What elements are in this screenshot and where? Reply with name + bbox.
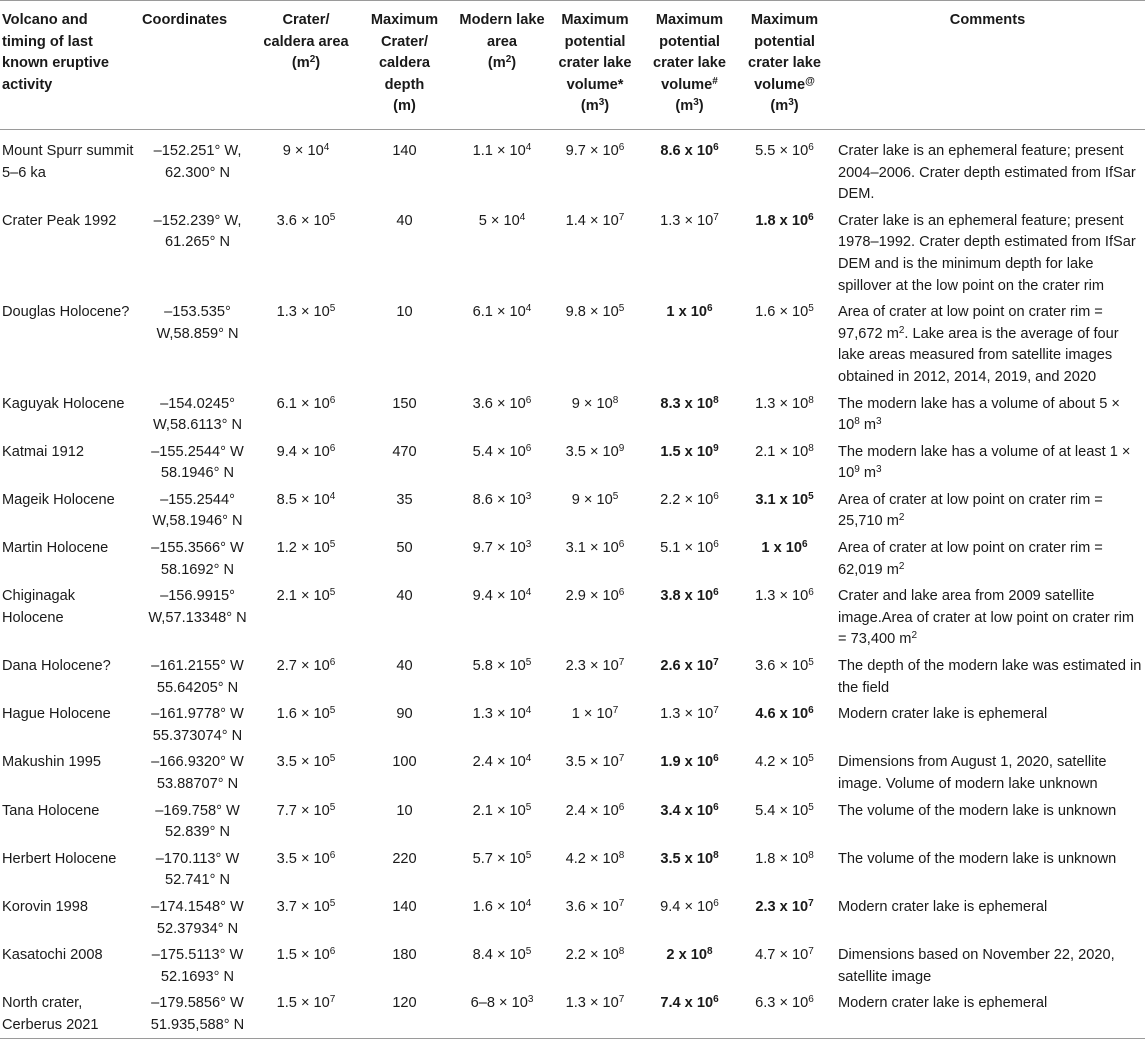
cell-coordinates: –161.2155° W 55.64205° N <box>151 658 244 696</box>
cell-lake-area <box>454 486 550 534</box>
cell-volume-at <box>739 207 830 298</box>
cell-crater-area <box>257 893 355 941</box>
cell-comments: Modern crater lake is ephemeral <box>838 706 1048 723</box>
value-sci: $9.8 \times 10^5$ <box>565 303 625 321</box>
value-sci: $1.5 \times 10^7$ <box>276 994 336 1012</box>
cell-lake-area <box>454 129 550 206</box>
table-row <box>0 845 1145 893</box>
table-row <box>0 534 1145 582</box>
cell-volcano: Herbert Holocene <box>2 850 117 867</box>
value-sci: 7.4 x $10^6$ <box>660 994 719 1012</box>
cell-coordinates: –155.2544° W,58.1946° N <box>152 491 243 530</box>
cell-crater-depth: 100 <box>392 754 417 771</box>
cell-coordinates: –161.9778° W 55.373074° N <box>151 706 244 744</box>
value-sci: 1 x $10^6$ <box>761 539 808 557</box>
cell-coordinates: –166.9320° W 53.88707° N <box>151 754 244 792</box>
header-crater-depth: Maximum Crater/ caldera depth (m) <box>370 12 439 115</box>
value-sci: $9 \times 10^8$ <box>571 394 619 412</box>
cell-comments: Area of crater at low point on crater rim = 97,672 $m^2$. Lake area is the average of four lake areas measured from satellite images obtained in 2012, 2014, 2019, and 2020 <box>838 304 1119 385</box>
value-sci: $2.9 \times 10^6$ <box>565 587 625 605</box>
table-row <box>0 298 1145 389</box>
cell-comments: Crater lake is an ephemeral feature; present 2004–2006. Crater depth estimated from IfSar DEM. <box>838 142 1136 203</box>
value-sci: $1.8 \times 10^8$ <box>755 849 814 867</box>
cell-lake-area <box>454 893 550 941</box>
cell-volume-at <box>739 941 830 989</box>
cell-volume-hash <box>640 438 739 486</box>
cell-volume-star <box>550 845 640 893</box>
value-sci: $3.5 \times 10^7$ <box>565 753 625 771</box>
value-sci: $5.4 \times 10^6$ <box>472 442 532 460</box>
value-sci: $1.3 \times 10^6$ <box>755 587 814 605</box>
value-sci: $2.4 \times 10^4$ <box>472 753 532 771</box>
value-sci: 3.5 x $10^8$ <box>660 849 719 867</box>
cell-crater-area <box>257 797 355 845</box>
value-sci: $3.6 \times 10^5$ <box>276 211 336 229</box>
cell-coordinates: –152.251° W, 62.300° N <box>153 142 242 181</box>
cell-volume-at <box>739 486 830 534</box>
cell-volcano: Chiginagak Holocene <box>2 588 76 626</box>
cell-lake-area <box>454 438 550 486</box>
cell-volume-hash <box>640 534 739 582</box>
cell-coordinates: –155.3566° W 58.1692° N <box>151 540 244 578</box>
value-sci: $3.5 \times 10^9$ <box>565 442 625 460</box>
cell-volume-star <box>550 486 640 534</box>
table-row <box>0 893 1145 941</box>
cell-volcano: Mageik Holocene <box>2 491 115 508</box>
value-sci: $3.7 \times 10^5$ <box>276 897 336 915</box>
value-sci: $3.1 \times 10^6$ <box>565 539 625 557</box>
cell-volume-hash <box>640 486 739 534</box>
cell-crater-area <box>257 207 355 298</box>
cell-comments: Modern crater lake is ephemeral <box>838 898 1048 915</box>
value-sci: 8.6 x $10^6$ <box>660 141 719 159</box>
cell-comments: The depth of the modern lake was estimated in the field <box>838 658 1142 696</box>
cell-coordinates: –156.9915° W,57.13348° N <box>148 588 247 626</box>
cell-crater-depth: 180 <box>392 947 417 964</box>
cell-lake-area <box>454 534 550 582</box>
cell-volume-hash <box>640 390 739 438</box>
value-sci: $1.3 \times 10^5$ <box>276 303 336 321</box>
value-sci: 2.3 x $10^7$ <box>755 897 814 915</box>
header-row <box>0 1 1145 130</box>
cell-volume-star <box>550 797 640 845</box>
value-sci: $9.4 \times 10^4$ <box>472 587 532 605</box>
value-sci: $9.4 \times 10^6$ <box>660 897 719 915</box>
cell-crater-depth: 40 <box>396 658 413 675</box>
cell-volume-hash <box>640 893 739 941</box>
cell-comments: The modern lake has a volume of about $5 \times 10^8$ $m^3$ <box>838 395 1120 434</box>
value-sci: $8.5 \times 10^4$ <box>276 490 336 508</box>
table-row <box>0 486 1145 534</box>
cell-coordinates: –153.535° W,58.859° N <box>156 304 239 342</box>
table-row <box>0 941 1145 989</box>
value-sci: $9 \times 10^4$ <box>282 141 330 159</box>
cell-crater-depth: 90 <box>396 706 413 723</box>
cell-volcano: Martin Holocene <box>2 540 109 557</box>
value-sci: $1.6 \times 10^5$ <box>276 705 336 723</box>
cell-comments: The volume of the modern lake is unknown <box>838 802 1117 819</box>
value-sci: $1.3 \times 10^4$ <box>472 705 532 723</box>
value-sci: $1.3 \times 10^7$ <box>660 211 719 229</box>
header-volume-at: Maximum potential crater lake volume@ $(m^3)$ <box>747 12 822 115</box>
cell-volume-star <box>550 989 640 1038</box>
cell-comments: Dimensions from August 1, 2020, satellite image. Volume of modern lake unknown <box>838 754 1107 792</box>
cell-volume-hash <box>640 700 739 748</box>
value-sci: 1 x $10^6$ <box>666 303 713 321</box>
cell-volume-star <box>550 941 640 989</box>
cell-lake-area <box>454 941 550 989</box>
cell-volume-star <box>550 129 640 206</box>
cell-volume-at <box>739 390 830 438</box>
cell-lake-area <box>454 700 550 748</box>
cell-lake-area <box>454 207 550 298</box>
value-sci: $3.6 \times 10^5$ <box>755 657 814 675</box>
cell-volume-hash <box>640 582 739 652</box>
value-sci: $1.1 \times 10^4$ <box>472 141 532 159</box>
cell-crater-area <box>257 534 355 582</box>
value-sci: $2.1 \times 10^8$ <box>755 442 814 460</box>
cell-crater-depth: 40 <box>396 212 413 229</box>
cell-volume-at <box>739 748 830 796</box>
value-sci: 4.6 x $10^6$ <box>755 705 814 723</box>
table-row <box>0 652 1145 700</box>
value-sci: $3.5 \times 10^6$ <box>276 849 336 867</box>
value-sci: $5 \times 10^4$ <box>478 211 526 229</box>
cell-volume-hash <box>640 797 739 845</box>
cell-comments: Crater and lake area from 2009 satellite image.Area of crater at low point on crater rim = 73,400 $m^2$ <box>838 588 1135 648</box>
cell-volcano: Hague Holocene <box>2 706 111 723</box>
cell-volume-star <box>550 893 640 941</box>
value-sci: $1.6 \times 10^5$ <box>755 303 814 321</box>
header-crater-area: Crater/ caldera area $(m^2)$ <box>263 12 349 72</box>
value-sci: 3.1 x $10^5$ <box>755 490 814 508</box>
cell-lake-area <box>454 797 550 845</box>
table-row <box>0 748 1145 796</box>
value-sci: $2.2 \times 10^8$ <box>565 946 625 964</box>
table-row <box>0 582 1145 652</box>
cell-volume-star <box>550 207 640 298</box>
table-row <box>0 438 1145 486</box>
cell-volume-hash <box>640 298 739 389</box>
value-sci: $2.1 \times 10^5$ <box>472 801 532 819</box>
cell-volume-at <box>739 129 830 206</box>
cell-volcano: Dana Holocene? <box>2 658 111 675</box>
cell-coordinates: –154.0245° W,58.6113° N <box>152 395 243 434</box>
cell-volume-at <box>739 298 830 389</box>
cell-comments: Modern crater lake is ephemeral <box>838 995 1048 1012</box>
cell-comments: Area of crater at low point on crater rim = 25,710 $m^2$ <box>838 491 1103 530</box>
cell-crater-area <box>257 129 355 206</box>
value-sci: $6.1 \times 10^4$ <box>472 303 532 321</box>
table-row <box>0 797 1145 845</box>
cell-crater-area <box>257 438 355 486</box>
cell-volume-star <box>550 652 640 700</box>
cell-volcano: North crater, Cerberus 2021 <box>2 995 99 1033</box>
cell-crater-depth: 50 <box>396 540 413 557</box>
value-sci: $6.1 \times 10^6$ <box>276 394 336 412</box>
value-sci: 3.4 x $10^6$ <box>660 801 719 819</box>
cell-lake-area <box>454 298 550 389</box>
value-sci: $2.1 \times 10^5$ <box>276 587 336 605</box>
cell-coordinates: –169.758° W 52.839° N <box>155 802 240 841</box>
cell-volume-star <box>550 534 640 582</box>
cell-lake-area <box>454 748 550 796</box>
cell-volume-star <box>550 298 640 389</box>
value-sci: $5.8 \times 10^5$ <box>472 657 532 675</box>
header-comments: Comments <box>949 12 1026 28</box>
value-sci: 1.9 x $10^6$ <box>660 753 719 771</box>
cell-volcano: Mount Spurr summit 5–6 ka <box>2 142 134 181</box>
cell-volume-at <box>739 652 830 700</box>
cell-volume-hash <box>640 652 739 700</box>
cell-crater-area <box>257 486 355 534</box>
cell-coordinates: –175.5113° W 52.1693° N <box>151 947 244 985</box>
value-sci: $4.7 \times 10^7$ <box>755 946 814 964</box>
value-sci: $6.3 \times 10^6$ <box>755 994 814 1012</box>
cell-volcano: Tana Holocene <box>2 802 100 819</box>
cell-volume-star <box>550 390 640 438</box>
cell-volcano: Douglas Holocene? <box>2 304 130 321</box>
value-sci: $5.7 \times 10^5$ <box>472 849 532 867</box>
header-volcano: Volcano and timing of last known eruptive activity <box>2 12 110 93</box>
cell-crater-depth: 140 <box>392 898 417 915</box>
value-sci: $2.3 \times 10^7$ <box>565 657 625 675</box>
cell-crater-depth: 40 <box>396 588 413 605</box>
cell-volcano: Crater Peak 1992 <box>2 212 117 229</box>
cell-lake-area <box>454 582 550 652</box>
value-sci: $1.3 \times 10^8$ <box>755 394 814 412</box>
cell-volcano: Katmai 1912 <box>2 443 84 460</box>
cell-lake-area <box>454 390 550 438</box>
value-sci: $6-8 \times 10^3$ <box>470 994 534 1012</box>
value-sci: $1.2 \times 10^5$ <box>276 539 336 557</box>
value-sci: $9.7 \times 10^6$ <box>565 141 625 159</box>
cell-crater-depth: 220 <box>392 850 417 867</box>
cell-volcano: Kasatochi 2008 <box>2 947 103 964</box>
value-sci: $3.6 \times 10^7$ <box>565 897 625 915</box>
cell-volume-at <box>739 797 830 845</box>
value-sci: $8.6 \times 10^3$ <box>472 490 532 508</box>
value-sci: $2.4 \times 10^6$ <box>565 801 625 819</box>
cell-comments: The volume of the modern lake is unknown <box>838 850 1117 867</box>
cell-comments: Dimensions based on November 22, 2020, satellite image <box>838 947 1115 985</box>
cell-volume-at <box>739 845 830 893</box>
cell-volume-star <box>550 582 640 652</box>
cell-volcano: Korovin 1998 <box>2 898 89 915</box>
cell-lake-area <box>454 989 550 1038</box>
cell-crater-area <box>257 652 355 700</box>
cell-crater-depth: 140 <box>392 142 417 159</box>
cell-crater-depth: 120 <box>392 995 417 1012</box>
cell-crater-depth: 10 <box>396 304 413 321</box>
value-sci: $5.1 \times 10^6$ <box>660 539 719 557</box>
cell-volume-hash <box>640 989 739 1038</box>
value-sci: $7.7 \times 10^5$ <box>276 801 336 819</box>
cell-crater-area <box>257 845 355 893</box>
table-row <box>0 700 1145 748</box>
header-lake-area: Modern lake area $(m^2)$ <box>459 12 545 72</box>
table-row <box>0 129 1145 206</box>
cell-lake-area <box>454 652 550 700</box>
cell-volume-star <box>550 438 640 486</box>
cell-volcano: Kaguyak Holocene <box>2 395 125 412</box>
cell-volume-at <box>739 534 830 582</box>
cell-crater-area <box>257 700 355 748</box>
cell-volume-at <box>739 700 830 748</box>
table-row <box>0 207 1145 298</box>
value-sci: $5.4 \times 10^5$ <box>755 801 814 819</box>
cell-volume-hash <box>640 129 739 206</box>
cell-volume-hash <box>640 748 739 796</box>
value-sci: $5.5 \times 10^6$ <box>755 141 814 159</box>
value-sci: $8.4 \times 10^5$ <box>472 946 532 964</box>
cell-volcano: Makushin 1995 <box>2 754 101 771</box>
cell-crater-area <box>257 298 355 389</box>
cell-crater-area <box>257 941 355 989</box>
value-sci: $2.2 \times 10^6$ <box>660 490 719 508</box>
value-sci: $1 \times 10^7$ <box>571 705 619 723</box>
cell-comments: Area of crater at low point on crater rim = 62,019 $m^2$ <box>838 540 1103 578</box>
cell-coordinates: –174.1548° W 52.37934° N <box>151 898 244 937</box>
value-sci: 1.5 x $10^9$ <box>660 442 719 460</box>
cell-crater-depth: 10 <box>396 802 413 819</box>
cell-lake-area <box>454 845 550 893</box>
table-row <box>0 989 1145 1038</box>
cell-coordinates: –170.113° W 52.741° N <box>155 850 240 889</box>
value-sci: $1.3 \times 10^7$ <box>660 705 719 723</box>
cell-volume-at <box>739 438 830 486</box>
cell-volume-hash <box>640 207 739 298</box>
cell-coordinates: –152.239° W, 61.265° N <box>153 212 242 251</box>
value-sci: 3.8 x $10^6$ <box>660 587 719 605</box>
value-sci: $1.4 \times 10^7$ <box>565 211 625 229</box>
value-sci: $4.2 \times 10^5$ <box>755 753 814 771</box>
value-sci: $9.4 \times 10^6$ <box>276 442 336 460</box>
cell-volume-hash <box>640 845 739 893</box>
value-sci: $1.3 \times 10^7$ <box>565 994 625 1012</box>
header-volume-star: Maximum potential crater lake volume* $(m^3)$ <box>558 12 632 115</box>
value-sci: 2 x $10^8$ <box>666 946 713 964</box>
value-sci: 2.6 x $10^7$ <box>660 657 719 675</box>
cell-volume-star <box>550 748 640 796</box>
cell-coordinates: –179.5856° W 51.935,588° N <box>150 995 245 1033</box>
value-sci: $9 \times 10^5$ <box>571 490 619 508</box>
cell-crater-depth: 150 <box>392 395 417 412</box>
header-coordinates: Coordinates <box>142 12 228 28</box>
cell-crater-area <box>257 748 355 796</box>
cell-comments: Crater lake is an ephemeral feature; present 1978–1992. Crater depth estimated from IfSar DEM and is the minimum depth for lake spillover at the low point on the crater rim <box>838 212 1136 294</box>
value-sci: 1.8 x $10^6$ <box>755 211 814 229</box>
value-sci: $1.6 \times 10^4$ <box>472 897 532 915</box>
cell-coordinates: –155.2544° W 58.1946° N <box>151 443 244 482</box>
cell-volume-at <box>739 893 830 941</box>
cell-volume-at <box>739 582 830 652</box>
header-volume-hash: Maximum potential crater lake volume# $(m^3)$ <box>652 12 727 115</box>
value-sci: $3.5 \times 10^5$ <box>276 753 336 771</box>
value-sci: $3.6 \times 10^6$ <box>472 394 532 412</box>
cell-comments: The modern lake has a volume of at least $1 \times 10^9$ $m^3$ <box>838 443 1131 482</box>
value-sci: 8.3 x $10^8$ <box>660 394 719 412</box>
cell-volume-star <box>550 700 640 748</box>
cell-crater-area <box>257 989 355 1038</box>
table-row <box>0 390 1145 438</box>
cell-crater-depth: 35 <box>396 491 413 508</box>
cell-crater-area <box>257 582 355 652</box>
value-sci: $9.7 \times 10^3$ <box>472 539 532 557</box>
cell-volume-hash <box>640 941 739 989</box>
value-sci: $1.5 \times 10^6$ <box>276 946 336 964</box>
value-sci: $2.7 \times 10^6$ <box>276 657 336 675</box>
cell-crater-depth: 470 <box>392 443 417 460</box>
value-sci: $4.2 \times 10^8$ <box>565 849 625 867</box>
cell-volume-at <box>739 989 830 1038</box>
cell-crater-area <box>257 390 355 438</box>
